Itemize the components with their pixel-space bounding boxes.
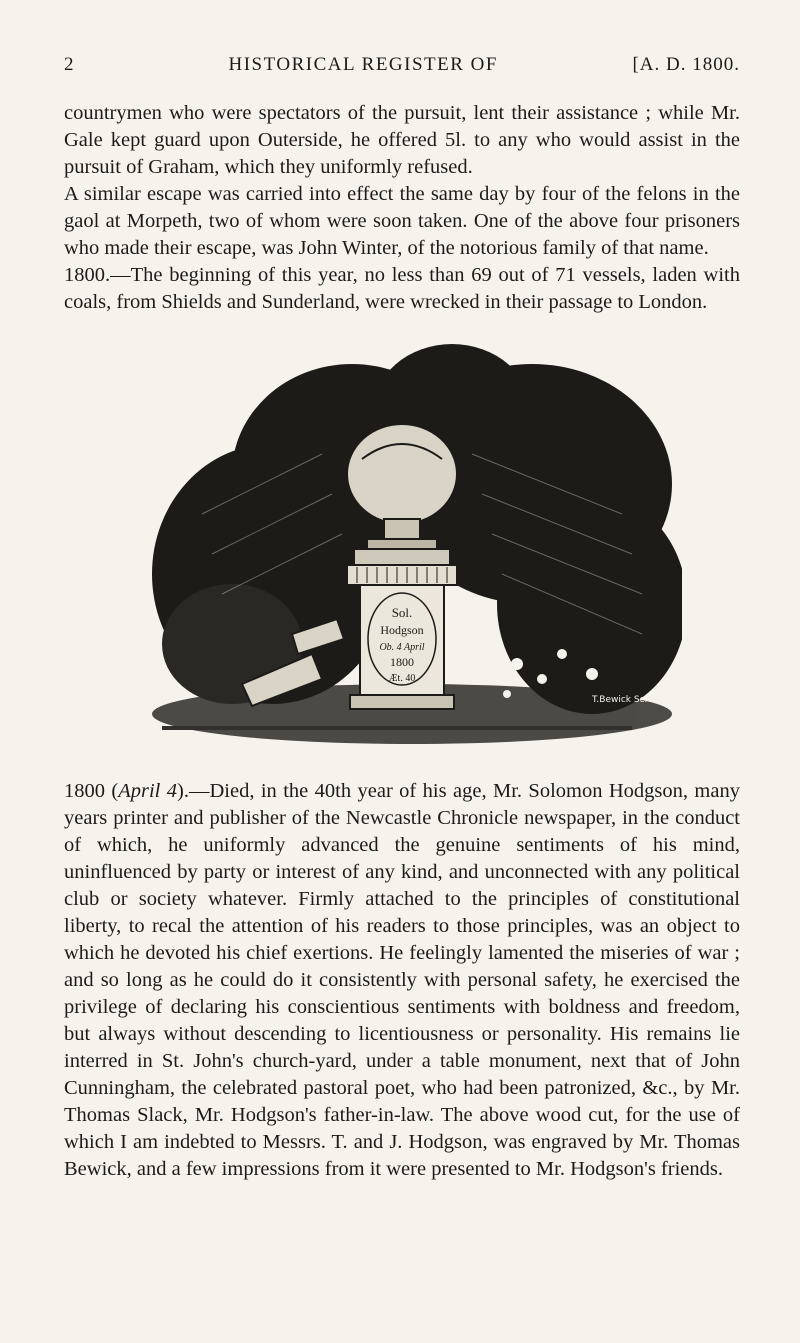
page-number: 2 <box>64 54 75 75</box>
page <box>64 54 740 1183</box>
running-title: HISTORICAL REGISTER OF <box>228 54 498 75</box>
tomb-woodcut-icon <box>122 334 682 764</box>
engraver-signature: T.Bewick Sc. <box>592 695 648 705</box>
inscription-line: Sol. <box>391 605 413 620</box>
obituary-date-lead: 1800 ( <box>64 780 119 802</box>
paragraph-wrecked-vessels: 1800.—The beginning of this year, no less than 69 out of 71 vessels, laden with coals, from Shields and Sunderland, were wrecked in their passage to London. <box>64 264 740 313</box>
obituary-date: April 4 <box>118 780 178 802</box>
inscription-line: 1800 <box>390 655 414 669</box>
paragraph-pursuit: countrymen who were spectators of the pursuit, lent their assistance ; while Mr. Gale kept guard upon Outerside, he offered 5l. to any who would assist in the pursuit of Graham, which they uniformly refused. <box>64 102 740 178</box>
obituary-text: —Died, in the 40th year of his age, Mr. Solomon Hodgson, many years printer and publisher of the Newcastle Chronicle newspaper, in the conduct of which, he uniformly advanced the genuine sentiments of his mind, uninfluenced by party or interest of any kind, and unconnected with any political club or society whatever. Firmly attached to the principles of constitutional liberty, to recal the attention of his readers to those principles, was an object to which he devoted his chief exertions. He feelingly lamented the miseries of war ; and so long as he could do it consistently with personal safety, he exercised the privilege of declaring his conscientious sentiments with boldness and freedom, but always without descending to licentiousness or personality. His remains lie interred in St. John's church-yard, under a table monument, next that of John Cunningham, the celebrated pastoral poet, who had been patronized, &c., by Mr. Thomas Slack, Mr. Hodgson's father-in-law. The above wood cut, for the use of which I am indebted to Messrs. T. and J. Hodgson, was engraved by Mr. Thomas Bewick, and a few impressions from it were presented to Mr. Hodgson's friends. <box>64 780 740 1180</box>
inscription-line: Hodgson <box>380 623 424 637</box>
inscription-line: Ob. 4 April <box>379 642 425 653</box>
paragraph-morpeth-escape: A similar escape was carried into effect the same day by four of the felons in the gaol at Morpeth, two of whom were soon taken. One of the above four prisoners who made their escape, was John Winter, of the notorious family of that name. <box>64 183 740 259</box>
obituary-date-close: ). <box>177 780 189 802</box>
inscription-line: Æt. 40 <box>388 673 416 684</box>
woodcut-figure <box>122 334 682 764</box>
header-date: [A. D. 1800. <box>632 54 740 75</box>
running-header <box>64 54 740 76</box>
obituary-paragraph <box>64 778 740 1183</box>
